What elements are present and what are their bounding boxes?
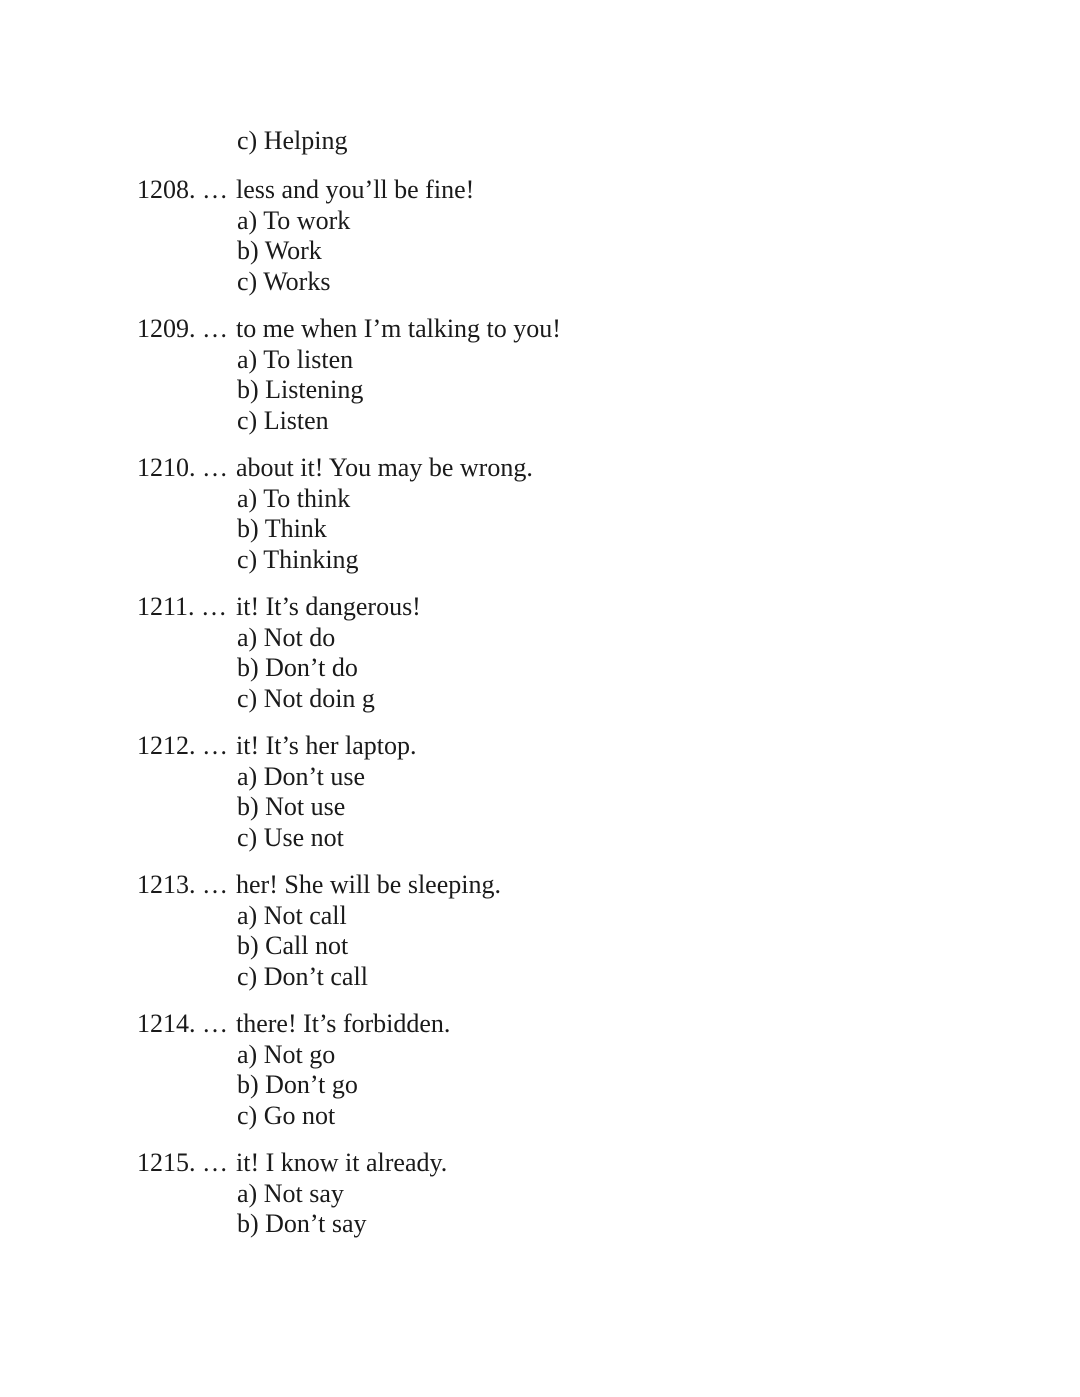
option-b: b) Don’t go [237,1070,358,1099]
question-text: her! She will be sleeping. [236,870,501,899]
question-1215 [0,1148,1080,1240]
question-list [0,175,1080,1257]
question-stem [0,175,1080,206]
question-stem [0,1009,1080,1040]
question-1214 [0,1009,1080,1131]
option-a: a) To work [237,205,351,235]
option-b: b) Call not [237,931,349,960]
option-list [0,762,1080,854]
option-list [0,484,1080,576]
question-1211 [0,592,1080,714]
option-a: a) Not say [237,1178,344,1208]
option-c: c) Not doin g [237,683,375,713]
option-b: b) Don’t do [237,653,358,682]
option-list [0,206,1080,298]
question-text: less and you’ll be fine! [236,175,475,204]
option-list [0,1040,1080,1132]
question-1208 [0,175,1080,297]
option-a: a) Don’t use [237,761,366,791]
question-text: it! It’s her laptop. [236,731,417,760]
option-a: a) To think [237,483,351,513]
question-1209 [0,314,1080,436]
option-c: c) Works [237,266,331,296]
option-b: b) Work [237,236,322,265]
question-stem [0,1148,1080,1179]
question-1213 [0,870,1080,992]
option-c: c) Listen [237,405,329,435]
question-stem [0,731,1080,762]
question-number: 1212. … [137,731,228,760]
question-stem [0,870,1080,901]
option-a: a) Not do [237,622,336,652]
question-number: 1210. … [137,453,228,482]
question-text: about it! You may be wrong. [236,453,533,482]
option-a: a) Not call [237,900,347,930]
option-b: b) Not use [237,792,346,821]
option-list [0,1179,1080,1240]
question-text: it! It’s dangerous! [236,592,421,621]
option-c: c) Use not [237,822,344,852]
option-a: a) Not go [237,1039,336,1069]
question-number: 1215. … [137,1148,228,1177]
option-c: c) Thinking [237,544,359,574]
question-1210 [0,453,1080,575]
question-stem [0,314,1080,345]
option-b: b) Don’t say [237,1209,367,1238]
option-list [0,345,1080,437]
question-number: 1211. … [137,592,228,621]
option-c: c) Don’t call [237,961,368,991]
question-number: 1208. … [137,175,228,204]
question-text: there! It’s forbidden. [236,1009,451,1038]
option-list [0,901,1080,993]
question-text: it! I know it already. [236,1148,448,1177]
question-number: 1214. … [137,1009,228,1038]
option-b: b) Listening [237,375,364,404]
question-stem [0,592,1080,623]
carried-over-option: c) Helping [237,126,348,155]
option-list [0,623,1080,715]
option-c: c) Go not [237,1100,336,1130]
option-b: b) Think [237,514,327,543]
question-1212 [0,731,1080,853]
question-text: to me when I’m talking to you! [236,314,561,343]
question-number: 1209. … [137,314,228,343]
question-number: 1213. … [137,870,228,899]
option-a: a) To listen [237,344,354,374]
question-stem [0,453,1080,484]
